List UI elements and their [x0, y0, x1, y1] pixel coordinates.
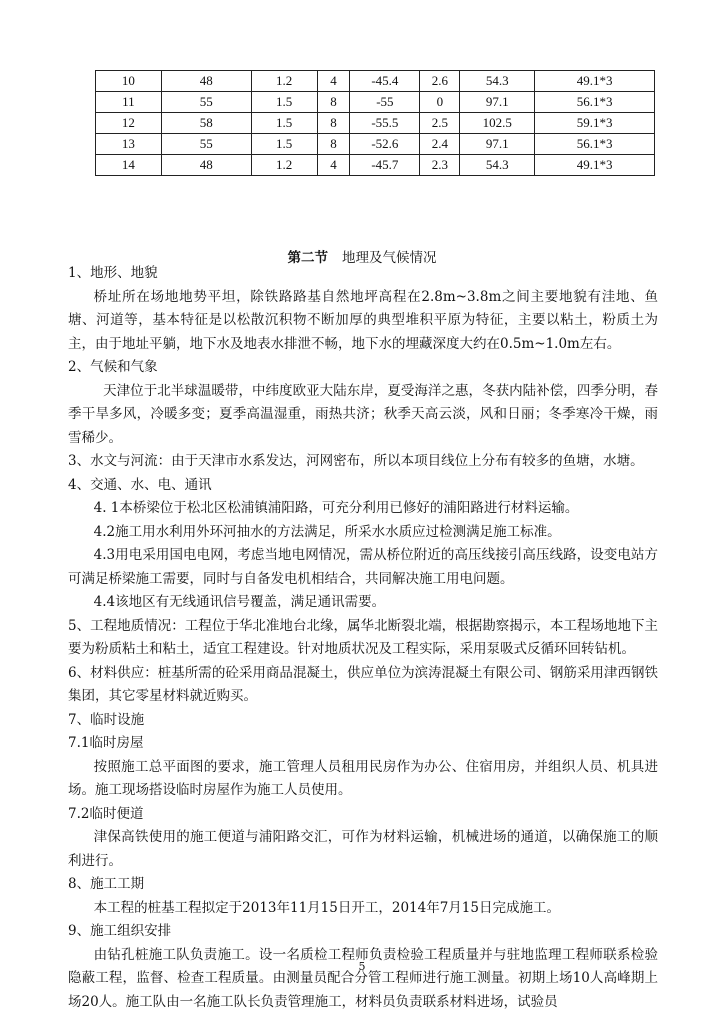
document-body	[68, 262, 658, 1014]
table-cell: 12	[96, 113, 162, 134]
table-cell: 59.1*3	[535, 113, 655, 134]
section-item-heading: 4、交通、水、电、通讯	[68, 476, 212, 493]
section-item-heading: 7、临时设施	[68, 711, 145, 728]
section-item-heading: 2、气候和气象	[68, 359, 158, 375]
table-cell: 2.6	[420, 71, 460, 92]
section-title: 地理及气候情况	[342, 250, 437, 266]
table-cell: 1.5	[251, 92, 317, 113]
section-item-heading: 8、施工工期	[68, 876, 145, 892]
body-paragraph: 4.3用电采用国电电网，考虑当地电网情况，需从桥位附近的高压线接引高压线路，设变电站方可满足桥梁施工需要，同时与自备发电机相结合，共同解决施工用电问题。	[68, 547, 658, 587]
table-cell: 49.1*3	[535, 155, 655, 176]
table-cell: -52.6	[350, 134, 420, 155]
table-cell: 8	[317, 92, 350, 113]
section-item-heading: 1、地形、地貌	[68, 265, 158, 281]
table-cell: 4	[317, 71, 350, 92]
table-cell: 58	[161, 113, 251, 134]
table-cell: 14	[96, 155, 162, 176]
table-cell: 54.3	[460, 71, 535, 92]
table-cell: 1.2	[251, 155, 317, 176]
table-cell: 11	[96, 92, 162, 113]
table-cell: 97.1	[460, 92, 535, 113]
body-paragraph: 4.2施工用水利用外环河抽水的方法满足，所采水水质应过检测满足施工标准。	[93, 523, 561, 540]
table-cell: 2.4	[420, 134, 460, 155]
page-number: 5	[358, 960, 366, 973]
table-cell: 2.3	[420, 155, 460, 176]
table-row	[96, 71, 655, 92]
table-cell: 48	[161, 71, 251, 92]
table-cell: 1.5	[251, 134, 317, 155]
table-cell: 49.1*3	[535, 71, 655, 92]
body-paragraph: 4. 1本桥梁位于松北区松浦镇浦阳路，可充分利用已修好的浦阳路进行材料运输。	[93, 500, 579, 516]
table-cell: -45.4	[350, 71, 420, 92]
table-cell: 55	[161, 134, 251, 155]
table-cell: -55.5	[350, 113, 420, 134]
body-paragraph: 桥址所在场地地势平坦，除铁路路基自然地坪高程在2.8m~3.8m之间主要地貌有洼地、鱼塘、河道等，基本特征是以松散沉积物不断加厚的典型堆积平原为特征，主要以粘土，粉质土为主，由于地址平躺，地下水及地表水排泄不畅，地下水的埋藏深度大约在0.5m~1.0m左右。	[68, 288, 658, 352]
table-body	[96, 71, 655, 176]
body-paragraph: 由钻孔桩施工队负责施工。设一名质检工程师负责检验工程质量并与驻地监理工程师联系检验隐蔽工程，监督、检查工程质量。由测量员配合分管工程师进行施工测量。初期上场10人高峰期上场20人。施工队由一名施工队长负责管理施工，材料员负责联系材料进场，试验员	[68, 946, 658, 1010]
table-cell: 56.1*3	[535, 134, 655, 155]
section-number: 第二节	[287, 250, 328, 266]
body-paragraph: 按照施工总平面图的要求，施工管理人员租用民房作为办公、住宿用房，并组织人员、机具进场。施工现场搭设临时房屋作为施工人员使用。	[68, 758, 658, 798]
section-item-heading: 9、施工组织安排	[68, 923, 172, 939]
table-cell: 56.1*3	[535, 92, 655, 113]
table-row	[96, 155, 655, 176]
section-item-heading: 6、材料供应：桩基所需的砼采用商品混凝土，供应单位为滨涛混凝土有限公司、钢筋采用津西钢铁集团，其它零星材料就近购买。	[68, 664, 658, 704]
table-cell: 55	[161, 92, 251, 113]
table-cell: 10	[96, 71, 162, 92]
table-cell: 2.5	[420, 113, 460, 134]
table-cell: 54.3	[460, 155, 535, 176]
body-paragraph: 4.4该地区有无线通讯信号覆盖，满足通讯需要。	[93, 594, 386, 610]
body-paragraph: 津保高铁使用的施工便道与浦阳路交汇，可作为材料运输，机械进场的通道，以确保施工的顺利进行。	[68, 829, 658, 869]
pile-data-table	[95, 70, 655, 176]
table-cell: -55	[350, 92, 420, 113]
table-cell: 1.5	[251, 113, 317, 134]
table-cell: 8	[317, 113, 350, 134]
table-cell: 48	[161, 155, 251, 176]
section-item-heading: 5、工程地质情况：工程位于华北准地台北缘，属华北断裂北端，根据勘察揭示，本工程场地地下主要为粉质粘土和粘土，适宜工程建设。针对地质状况及工程实际，采用泵吸式反循环回转钻机。	[68, 617, 658, 657]
section-item-heading: 3、水文与河流：由于天津市水系发达，河网密布，所以本项目线位上分布有较多的鱼塘，水塘。	[68, 453, 644, 469]
table-cell: 4	[317, 155, 350, 176]
body-paragraph: 天津位于北半球温暖带，中纬度欧亚大陆东岸，夏受海洋之惠，冬获内陆补偿，四季分明，春季干旱多风，冷暖多变；夏季高温湿重，雨热共济；秋季天高云淡，风和日丽；冬季寒冷干燥，雨雪稀少。	[68, 382, 658, 446]
table-row	[96, 113, 655, 134]
table-cell: 1.2	[251, 71, 317, 92]
table-cell: 13	[96, 134, 162, 155]
table-row	[96, 134, 655, 155]
table-cell: 102.5	[460, 113, 535, 134]
table-cell: -45.7	[350, 155, 420, 176]
section-item-heading: 7.2临时便道	[68, 805, 144, 822]
table-row	[96, 92, 655, 113]
table-cell: 97.1	[460, 134, 535, 155]
section-item-heading: 7.1临时房屋	[68, 735, 144, 751]
table-cell: 8	[317, 134, 350, 155]
table-cell: 0	[420, 92, 460, 113]
body-paragraph: 本工程的桩基工程拟定于2013年11月15日开工，2014年7月15日完成施工。	[93, 899, 560, 916]
